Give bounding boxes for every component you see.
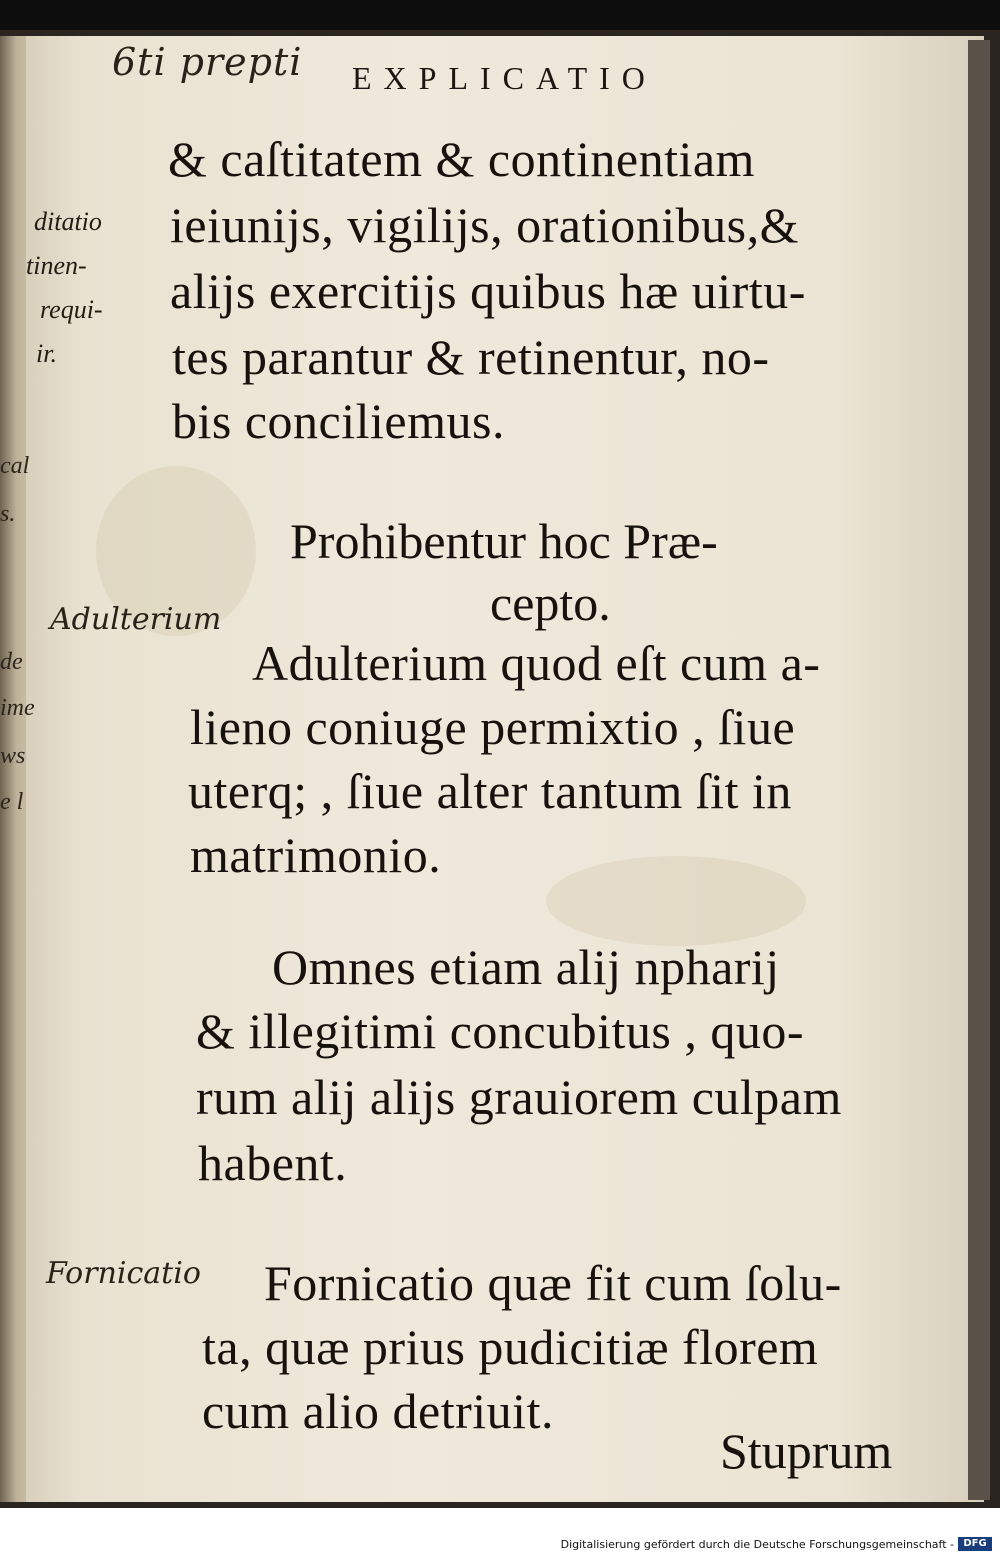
catchword: Stuprum	[720, 1423, 893, 1479]
text-line: uterq; , ſiue alter tantum ſit in	[188, 763, 792, 819]
paper-stain	[546, 856, 806, 946]
text-line: ieiunijs, vigilijs, orationibus,&	[170, 197, 799, 253]
text-line: alijs exercitijs quibus hæ uirtu-	[170, 263, 806, 319]
section-heading: cepto.	[490, 575, 611, 631]
margin-note-left: de	[0, 649, 23, 675]
handwritten-annotation-top: 6ti prepti	[112, 40, 303, 84]
footer-credit: Digitalisierung gefördert durch die Deutsche Forschungsgemeinschaft -	[560, 1538, 954, 1551]
margin-note-left: ws	[0, 743, 26, 769]
margin-note: requi-	[40, 295, 103, 324]
scan-footer	[0, 1508, 1000, 1559]
margin-note-left: cal	[0, 453, 30, 479]
margin-note-left: ime	[0, 695, 35, 721]
text-line: lieno coniuge permixtio , ſiue	[190, 699, 796, 755]
margin-note: ditatio	[34, 207, 102, 236]
text-line: ta, quæ prius pudicitiæ florem	[202, 1319, 819, 1375]
handwritten-margin-note: Fornicatio	[46, 1256, 201, 1291]
running-head: EXPLICATIO	[352, 60, 657, 96]
text-line: rum alij alijs grauiorem culpam	[196, 1069, 842, 1125]
handwritten-margin-note: Adulterium	[50, 602, 222, 637]
dfg-logo-icon: DFG	[958, 1537, 992, 1551]
text-line: bis conciliemus.	[172, 393, 505, 449]
margin-note-left: s.	[0, 501, 16, 527]
text-line: cum alio detriuit.	[202, 1383, 554, 1439]
text-line: Omnes etiam alij npharij	[272, 939, 780, 995]
text-line: & caſtitatem & continentiam	[168, 131, 755, 187]
text-line: habent.	[198, 1135, 348, 1191]
text-line: tes parantur & retinentur, no-	[172, 329, 770, 385]
margin-note-left: e l	[0, 789, 24, 815]
text-line: & illegitimi concubitus , quo-	[196, 1003, 804, 1059]
section-heading: Prohibentur hoc Præ-	[290, 513, 718, 569]
margin-note: ir.	[36, 339, 57, 368]
margin-note: tinen-	[26, 251, 87, 280]
text-line: matrimonio.	[190, 827, 442, 883]
page-fore-edge	[968, 40, 990, 1500]
text-line: Adulterium quod eſt cum a-	[252, 635, 821, 691]
text-line: Fornicatio quæ fit cum ſolu-	[264, 1255, 842, 1311]
